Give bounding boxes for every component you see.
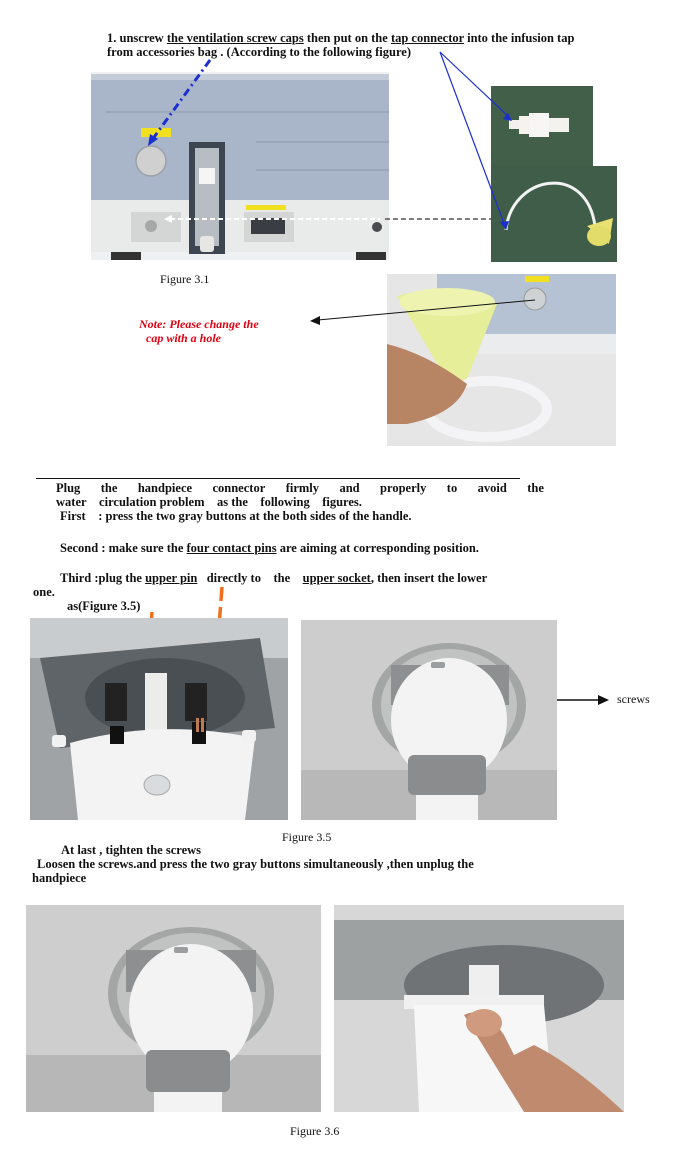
third-text: Third :plug the: [60, 571, 146, 585]
loosen-step-line1: Loosen the screws.and press the two gray buttons simultaneously ,then unplug the: [37, 857, 474, 871]
first-text: : press the two gray buttons at the both sides of the handle.: [98, 509, 412, 523]
at-last-step: At last , tighten the screws: [61, 843, 202, 857]
third-text: directly to the: [197, 571, 303, 585]
word: figures.: [322, 495, 362, 509]
upper-socket-term: upper socket: [302, 571, 371, 585]
word: to: [446, 481, 458, 495]
word: the: [527, 481, 544, 495]
handpiece-connected-photo: [301, 620, 557, 820]
screws-label: screws: [617, 692, 650, 706]
as-figure-ref: as(Figure 3.5): [67, 599, 141, 613]
word: the: [100, 481, 118, 495]
step1-line2: from accessories bag . (According to the following figure): [107, 45, 411, 59]
ventilation-screw-caps-term: the ventilation screw caps: [166, 31, 304, 45]
section-divider: [36, 478, 520, 479]
plug-line2: [56, 495, 362, 509]
step1-text: 1. unscrew: [107, 31, 167, 45]
note-line2: cap with a hole: [146, 331, 222, 345]
figure-3-6-caption: Figure 3.6: [290, 1124, 340, 1138]
plug-line1: [56, 481, 544, 495]
third-step: [60, 571, 487, 585]
step1-text: then put on the: [303, 31, 391, 45]
word: connector: [212, 481, 266, 495]
four-contact-pins-term: four contact pins: [186, 541, 277, 555]
first-label: First: [60, 509, 86, 523]
second-text: are aiming at corresponding position.: [276, 541, 479, 555]
loosen-step-line2: handpiece: [32, 871, 87, 885]
word: firmly: [285, 481, 320, 495]
third-text: , then insert the lower: [370, 571, 488, 585]
word: and: [339, 481, 360, 495]
word: following: [260, 495, 310, 509]
handpiece-screwed-photo: [26, 905, 321, 1112]
handpiece-connector-open-photo: [30, 618, 288, 820]
word: avoid: [477, 481, 507, 495]
upper-pin-term: upper pin: [145, 571, 198, 585]
note-line1: Note: Please change the: [139, 317, 259, 331]
word: circulation problem: [99, 495, 205, 509]
first-step: [60, 509, 412, 523]
second-text: Second : make sure the: [60, 541, 187, 555]
handpiece-unplugging-photo: [334, 905, 624, 1112]
word: handpiece: [137, 481, 193, 495]
third-step-wrap: one.: [33, 585, 55, 599]
step1-text: into the infusion tap: [463, 31, 575, 45]
tap-connector-term: tap connector: [390, 31, 464, 45]
word: Plug: [56, 481, 81, 495]
second-step: [60, 541, 479, 555]
word: water: [56, 495, 87, 509]
figure-3-5-caption: Figure 3.5: [282, 830, 332, 844]
word: properly: [380, 481, 427, 495]
word: as the: [217, 495, 248, 509]
figure-3-1-caption: Figure 3.1: [160, 272, 210, 286]
